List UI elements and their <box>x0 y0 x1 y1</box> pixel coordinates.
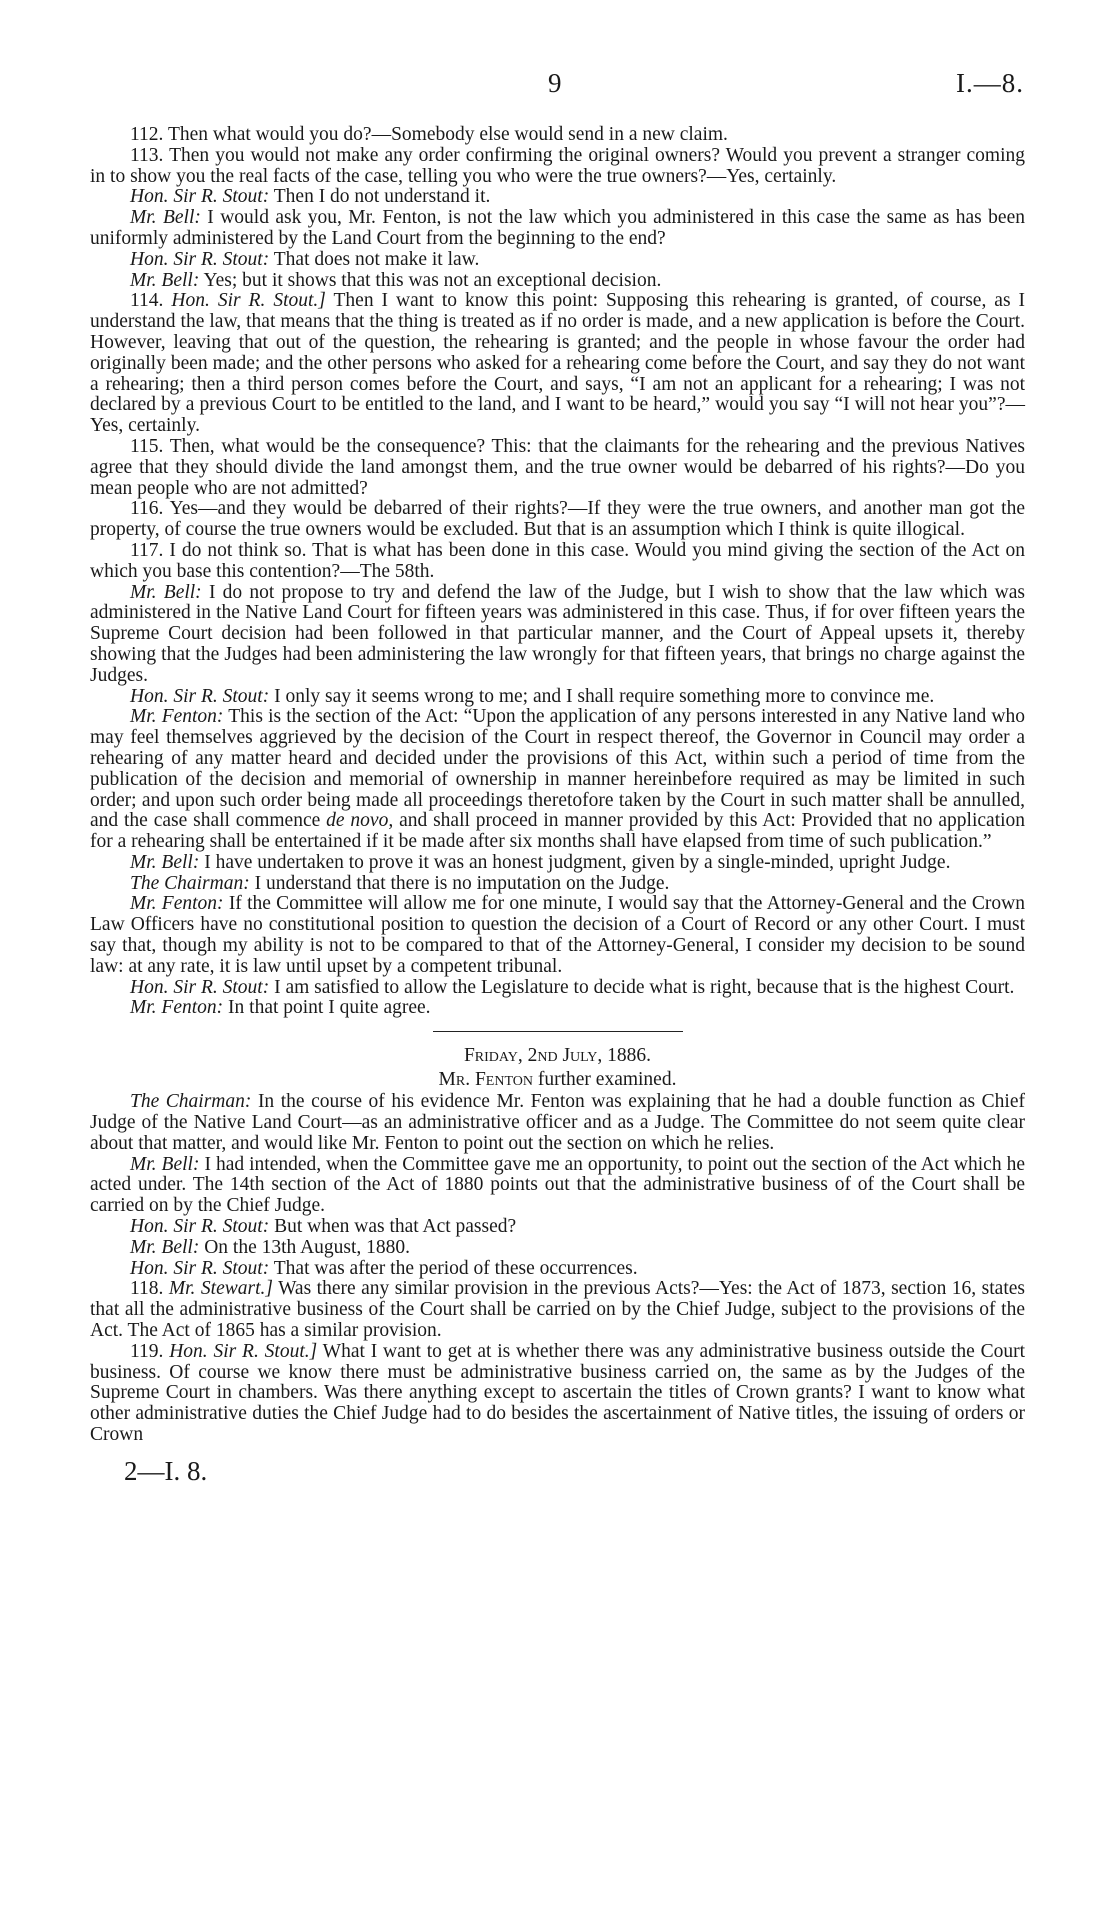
paragraph-text-cont: and shall proceed in manner provided by this Act: Provided that no application for a rehearing shall be entertained if it be made after six months shall have elapsed from time of such publication.” <box>90 810 1026 853</box>
paragraph-113 <box>90 146 1025 188</box>
speaker-name: Mr. Fenton: <box>130 893 224 915</box>
speaker-name: Hon. Sir R. Stout: <box>130 976 270 998</box>
section-subheading <box>90 1068 1025 1092</box>
speaker-name: Hon. Sir R. Stout: <box>130 186 270 208</box>
document-reference: I.—8. <box>956 68 1024 98</box>
paragraph-text: I am satisfied to allow the Legislature to decide what is right, because that is the highest Court. <box>274 976 1015 998</box>
speaker-name: Hon. Sir R. Stout.] <box>169 1340 318 1362</box>
speaker-name: The Chairman: <box>130 1091 252 1113</box>
paragraph-text: Yes—and they would be debarred of their rights?—If they were the true owners, and another man got the property, of course the true owners would be excluded. But that is an assumption which I think is quite illogical. <box>90 498 1025 541</box>
paragraph-text: I only say it seems wrong to me; and I shall require something more to convince me. <box>274 685 935 707</box>
paragraph-text: Then what would you do?—Somebody else would send in a new claim. <box>167 124 728 145</box>
paragraph-text: On the 13th August, 1880. <box>204 1236 411 1258</box>
speaker-name: Mr. Fenton: <box>130 706 224 728</box>
paragraph-fenton-2 <box>90 894 1025 977</box>
speaker-name: Mr. Stewart.] <box>168 1278 273 1300</box>
paragraph-text: Then I want to know this point: Supposing this rehearing is granted, of course, as I understand the law, that means that the thing is treated as if no order is made, and a new application is before the Court. However, leaving that out of the question, the rehearing is granted; and the people in whose favour the order had originally been made; and the other persons who asked for a rehearing come before the Court, and say they do not want a rehearing; then a third person comes before the Court, and says, “I am not an applicant for a rehearing; I was not declared by a previous Court to be entitled to the land, and I want to be heard,” would you say “I will not hear you”?—Yes, certainly. <box>90 290 1026 437</box>
paragraph-chairman-1 <box>90 874 1025 895</box>
paragraph-stout-6 <box>90 1259 1025 1280</box>
paragraph-text: I would ask you, Mr. Fenton, is not the law which you administered in this case the same as has been uniformly administered by the Land Court from the beginning to the end? <box>90 207 1025 249</box>
speaker-name: Mr. Bell: <box>130 1153 200 1175</box>
question-number: 114. <box>130 290 164 312</box>
paragraph-stout-1 <box>90 187 1025 208</box>
section-date: Friday, 2nd July, 1886. <box>463 1045 652 1067</box>
paragraph-118 <box>90 1279 1025 1341</box>
paragraph-text: In the course of his evidence Mr. Fenton was explaining that he had a double function as Chief Judge of the Native Land Court—as an administrative officer and as a Judge. The Committee do not seem quite clear about that matter, and would like Mr. Fenton to point out the section on which he relies. <box>90 1091 1025 1154</box>
paragraph-fenton-act <box>90 707 1025 853</box>
paragraph-119 <box>90 1342 1025 1446</box>
witness-name: Mr. Fenton <box>438 1069 533 1091</box>
paragraph-text: That was after the period of these occurrences. <box>273 1257 638 1279</box>
question-number: 115. <box>130 435 164 457</box>
signature-mark: 2—I. 8. <box>124 1455 208 1486</box>
speaker-name: Hon. Sir R. Stout: <box>130 1216 270 1238</box>
paragraph-bell-2 <box>90 271 1025 292</box>
question-number: 116. <box>130 498 164 520</box>
paragraph-bell-3 <box>90 583 1025 687</box>
paragraph-stout-3 <box>90 687 1025 708</box>
section-divider <box>433 1031 683 1032</box>
paragraph-text: In that point I quite agree. <box>228 997 431 1019</box>
paragraph-stout-4 <box>90 978 1025 999</box>
speaker-name: Mr. Bell: <box>130 581 202 603</box>
paragraph-text: I have undertaken to prove it was an honest judgment, given by a single-minded, upright Judge. <box>204 851 951 873</box>
paragraph-text: Then you would not make any order confirming the original owners? Would you prevent a stranger coming in to show you the real facts of the case, telling you who were the true owners?—Yes, certainly. <box>90 144 1025 187</box>
paragraph-text: Then, what would be the consequence? This: that the claimants for the rehearing and the previous Natives agree that they should divide the land amongst them, and the true owner would be debarred of his rights?—Do you mean people who are not admitted? <box>90 435 1025 499</box>
speaker-name: Mr. Fenton: <box>130 997 224 1019</box>
paragraph-text: If the Committee will allow me for one minute, I would say that the Attorney-General and the Crown Law Officers have no constitutional position to question the decision of a Court of Record or any other Court. I must say that, though my ability is not to be compared to that of the Attorney-General, I consider my decision to be sound law: at any rate, it is law until upset by a competent tribunal. <box>90 893 1025 977</box>
paragraph-114 <box>90 291 1025 437</box>
paragraph-116 <box>90 499 1025 541</box>
paragraph-text: I had intended, when the Committee gave me an opportunity, to point out the section of the Act which he acted under. The 14th section of the Act of 1880 points out that the administrative business of of the Court shall be carried on by the Chief Judge. <box>90 1153 1026 1217</box>
question-number: 119. <box>130 1340 164 1362</box>
paragraph-chairman-2 <box>90 1092 1025 1154</box>
paragraph-fenton-3 <box>90 998 1025 1019</box>
paragraph-text: This is the section of the Act: “Upon the application of any persons interested in any Native land who may feel themselves aggrieved by the decision of the Court in respect thereof, the Governor in Council may order a rehearing of any matter heard and decided under the provisions of this Act, within such a period of time from the publication of the decision and memorial of ownership in manner hereinbefore required as may be limited in such order; and upon such order being made all proceedings theretofore taken by the Court in such matter shall be annulled, and the case shall commence <box>90 706 1025 832</box>
paragraph-bell-5 <box>90 1155 1025 1217</box>
page-body <box>90 125 1025 1487</box>
page-number: 9 <box>548 68 562 98</box>
paragraph-text: Was there any similar provision in the previous Acts?—Yes: the Act of 1873, section 16, states that all the administrative business of the Court shall be carried on by the Chief Judge, subject to the provisions of the Act. The Act of 1865 has a similar provision. <box>90 1278 1025 1342</box>
speaker-name: Mr. Bell: <box>130 851 200 873</box>
paragraph-117 <box>90 541 1025 583</box>
paragraph-stout-5 <box>90 1217 1025 1238</box>
paragraph-bell-6 <box>90 1238 1025 1259</box>
speaker-name: Hon. Sir R. Stout: <box>130 248 270 270</box>
paragraph-text: But when was that Act passed? <box>274 1216 517 1238</box>
question-number: 112. <box>130 124 164 145</box>
question-number: 118. <box>130 1278 164 1300</box>
paragraph-stout-2 <box>90 250 1025 271</box>
paragraph-112 <box>90 125 1025 146</box>
speaker-name: Hon. Sir R. Stout: <box>130 685 270 707</box>
page-header <box>0 68 1114 104</box>
paragraph-text: I do not propose to try and defend the law of the Judge, but I wish to show that the law which was administered in the Native Land Court for fifteen years was administered in this case. Thus, if for over fifteen years the Supreme Court decision had been followed in that particular manner, and the Court of Appeal upsets it, thereby showing that the Judges had been administering the law wrongly for that fifteen years, that brings no charge against the Judges. <box>90 581 1026 686</box>
question-number: 117. <box>130 539 164 561</box>
paragraph-text: What I want to get at is whether there was any administrative business outside the Court business. Of course we know there must be administrative business carried on, the same as by the Judges of the Supreme Court in chambers. Was there anything except to ascertain the titles of Crown grants? I want to know what other administrative duties the Chief Judge had to do besides the ascertainment of Native titles, the issuing of orders or Crown <box>90 1340 1025 1446</box>
paragraph-text: Yes; but it shows that this was not an exceptional decision. <box>203 269 662 291</box>
paragraph-bell-4 <box>90 853 1025 874</box>
paragraph-text: Then I do not understand it. <box>273 186 491 208</box>
speaker-name: Mr. Bell: <box>130 207 201 229</box>
paragraph-text: That does not make it law. <box>273 248 480 270</box>
question-number: 113. <box>130 144 164 166</box>
paragraph-text: I understand that there is no imputation on the Judge. <box>254 872 670 894</box>
speaker-name: Mr. Bell: <box>130 1236 200 1258</box>
paragraph-text: I do not think so. That is what has been done in this case. Would you mind giving the section of the Act on which you base this contention?—The 58th. <box>90 539 1026 582</box>
speaker-name: Hon. Sir R. Stout.] <box>171 290 326 312</box>
speaker-name: Mr. Bell: <box>130 269 200 291</box>
speaker-name: The Chairman: <box>130 872 250 894</box>
paragraph-115 <box>90 437 1025 499</box>
speaker-name: Hon. Sir R. Stout: <box>130 1257 270 1279</box>
italic-phrase: de novo, <box>326 810 394 832</box>
subheading-text: further examined. <box>537 1069 677 1091</box>
paragraph-bell-1 <box>90 208 1025 250</box>
